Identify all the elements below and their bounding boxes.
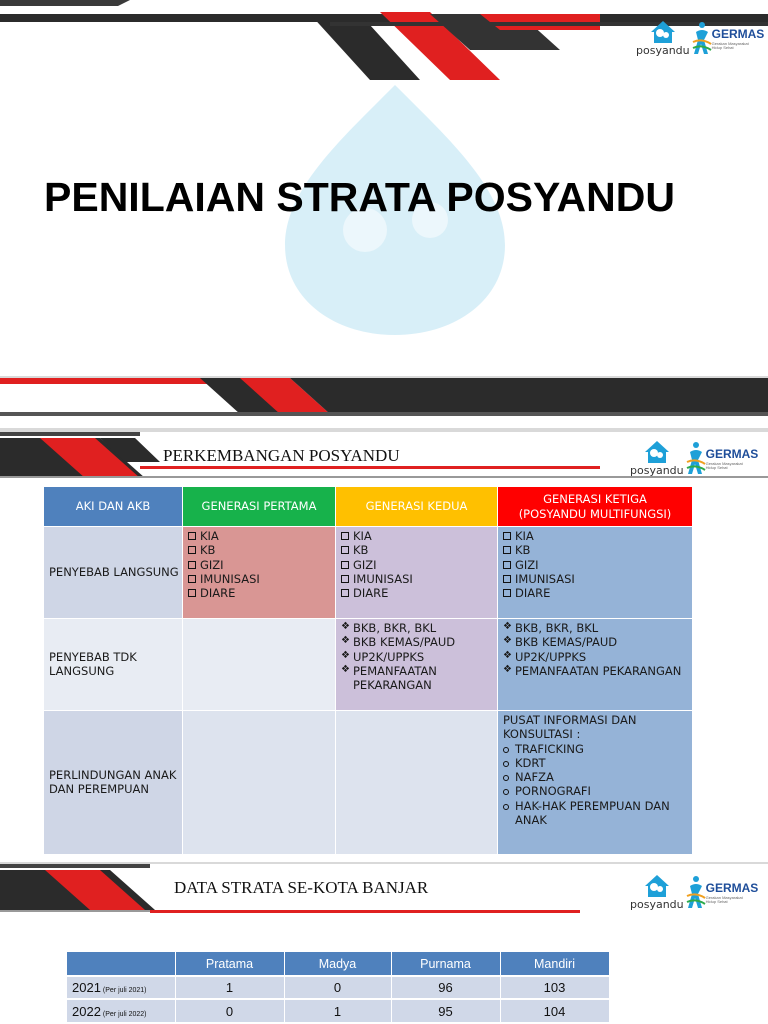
header-gen1: GENERASI PERTAMA [183, 487, 336, 527]
posyandu-text: posyandu [630, 464, 684, 477]
posyandu-logo [630, 440, 684, 476]
checkbox-icon [341, 561, 349, 569]
posyandu-icon [648, 20, 678, 44]
list-item: ❖ UP2K/UPPKS [341, 649, 425, 664]
germas-logo [686, 440, 759, 480]
table-cell: 104 [500, 999, 609, 1022]
table-cell: 0 [284, 976, 391, 999]
diamond-bullet-icon: ❖ [341, 635, 350, 647]
header-gen2: GENERASI KEDUA [336, 487, 498, 527]
checkbox-icon [188, 575, 196, 583]
germas-text: GERMAS [705, 881, 759, 895]
germas-logo [686, 874, 759, 914]
diamond-bullet-icon: ❖ [503, 649, 512, 661]
circle-bullet-icon [503, 747, 509, 753]
gen1-direct-cell [183, 527, 336, 619]
list-item: ❖ BKB KEMAS/PAUD [503, 635, 618, 650]
list-item: KIA [188, 529, 331, 543]
column-header: Purnama [391, 952, 500, 976]
section-title: PERKEMBANGAN POSYANDU [163, 446, 400, 465]
list-item: KIA [341, 529, 493, 543]
posyandu-icon [642, 874, 672, 898]
table-cell: 96 [391, 976, 500, 999]
diamond-bullet-icon: ❖ [341, 621, 350, 632]
slide-development [0, 432, 768, 862]
column-header: Madya [284, 952, 391, 976]
germas-logo [692, 20, 765, 60]
posyandu-icon [642, 440, 672, 464]
checkbox-icon [341, 575, 349, 583]
germas-text: GERMAS [705, 447, 759, 461]
list-item: DIARE [503, 586, 688, 600]
list-item: KB [341, 543, 493, 557]
list-item: DIARE [341, 586, 493, 600]
row-label: PENYEBAB TDK LANGSUNG [44, 619, 183, 711]
germas-text: GERMAS [711, 27, 765, 41]
checkbox-icon [341, 532, 349, 540]
circle-bullet-icon [503, 804, 509, 810]
table-header-row [44, 487, 693, 527]
list-item: DIARE [188, 586, 331, 600]
diamond-bullet-icon: ❖ [503, 635, 512, 647]
table-row [44, 527, 693, 619]
gen1-indirect-cell [183, 619, 336, 711]
table-header-row [67, 952, 609, 976]
column-header: Mandiri [500, 952, 609, 976]
list-item: GIZI [341, 558, 493, 572]
table-row [44, 711, 693, 855]
checkbox-icon [188, 546, 196, 554]
germas-icon [686, 440, 706, 480]
list-item: ❖ BKB, BKR, BKL [341, 621, 437, 635]
column-header: Pratama [175, 952, 284, 976]
checkbox-icon [503, 532, 511, 540]
list-item: ❖ UP2K/UPPKS [503, 649, 587, 664]
list-item: KB [188, 543, 331, 557]
diamond-bullet-icon: ❖ [503, 663, 512, 675]
germas-icon [692, 20, 712, 60]
checkbox-icon [503, 561, 511, 569]
list-item: TRAFICKING [503, 742, 688, 756]
gen1-protection-cell [183, 711, 336, 855]
logo-group [636, 20, 764, 60]
table-row [67, 999, 609, 1022]
diamond-bullet-icon: ❖ [341, 663, 350, 675]
header-aki-akb: AKI DAN AKB [44, 487, 183, 527]
strata-table [67, 952, 610, 1022]
checkbox-icon [503, 589, 511, 597]
row-label: PENYEBAB LANGSUNG [44, 527, 183, 619]
section-title: DATA STRATA SE-KOTA BANJAR [174, 878, 429, 897]
germas-subtext: Gerakan Masyarakat Hidup Sehat [705, 895, 743, 905]
gen2-protection-cell [336, 711, 498, 855]
checkbox-icon [188, 589, 196, 597]
checkbox-icon [188, 561, 196, 569]
table-cell: 95 [391, 999, 500, 1022]
gen3-indirect-cell [498, 619, 693, 711]
germas-icon [686, 874, 706, 914]
germas-subtext: Gerakan Masyarakat Hidup Sehat [705, 461, 743, 471]
list-item: IMUNISASI [188, 572, 331, 586]
consultation-intro: PUSAT INFORMASI DAN KONSULTASI : [503, 713, 637, 742]
year-cell: 2022 (Per juli 2022) [67, 999, 175, 1022]
slide-strata-data [0, 864, 768, 1024]
year-cell: 2021 (Per juli 2021) [67, 976, 175, 999]
logo-group [630, 874, 758, 914]
posyandu-logo [636, 20, 690, 56]
list-item: GIZI [188, 558, 331, 572]
list-item: ❖ BKB KEMAS/PAUD [341, 635, 456, 650]
list-item: ❖ PEMANFAATAN PEKARANGAN [503, 663, 682, 678]
slide-title [0, 0, 768, 428]
list-item: KDRT [503, 756, 688, 770]
list-item: NAFZA [503, 770, 688, 784]
page-title: PENILAIAN STRATA POSYANDU [44, 174, 675, 220]
row-label: PERLINDUNGAN ANAK DAN PEREMPUAN [44, 711, 183, 855]
logo-group [630, 440, 758, 480]
posyandu-text: posyandu [636, 44, 690, 57]
list-item: IMUNISASI [341, 572, 493, 586]
table-cell: 1 [284, 999, 391, 1022]
posyandu-text: posyandu [630, 898, 684, 911]
checkbox-icon [341, 546, 349, 554]
development-table [43, 486, 693, 855]
list-item: PORNOGRAFI [503, 784, 688, 798]
posyandu-logo [630, 874, 684, 910]
germas-subtext: Gerakan Masyarakat Hidup Sehat [711, 41, 749, 51]
list-item: ❖ BKB, BKR, BKL [503, 621, 599, 635]
checkbox-icon [341, 589, 349, 597]
gen3-protection-cell [498, 711, 693, 855]
gen3-direct-cell [498, 527, 693, 619]
gen2-direct-cell [336, 527, 498, 619]
table-row [44, 619, 693, 711]
checkbox-icon [503, 575, 511, 583]
table-cell: 0 [175, 999, 284, 1022]
diamond-bullet-icon: ❖ [341, 649, 350, 661]
table-cell: 103 [500, 976, 609, 999]
list-item: IMUNISASI [503, 572, 688, 586]
list-item: KB [503, 543, 688, 557]
diamond-bullet-icon: ❖ [503, 621, 512, 632]
checkbox-icon [188, 532, 196, 540]
list-item: GIZI [503, 558, 688, 572]
header-gen3: GENERASI KETIGA (POSYANDU MULTIFUNGSI) [498, 487, 693, 527]
circle-bullet-icon [503, 789, 509, 795]
list-item: ❖ PEMANFAATAN PEKARANGAN [341, 663, 437, 692]
checkbox-icon [503, 546, 511, 554]
list-item: KIA [503, 529, 688, 543]
table-row [67, 976, 609, 999]
table-cell: 1 [175, 976, 284, 999]
column-header [67, 952, 175, 976]
circle-bullet-icon [503, 775, 509, 781]
list-item: HAK-HAK PEREMPUAN DAN ANAK [503, 799, 688, 828]
gen2-indirect-cell [336, 619, 498, 711]
circle-bullet-icon [503, 761, 509, 767]
